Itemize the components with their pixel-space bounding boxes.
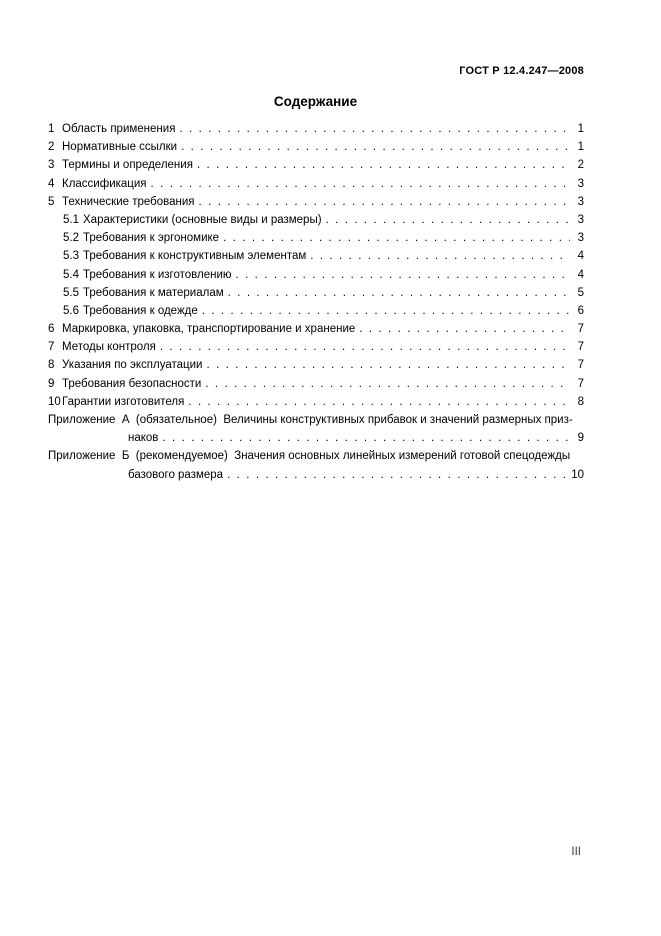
toc-entry-number: 5.6 [63, 304, 79, 317]
toc-entry [48, 175, 584, 193]
table-of-contents [48, 120, 584, 484]
toc-entry-page: 7 [577, 377, 584, 390]
appendix-entry [48, 411, 584, 447]
toc-entry-number: 5.5 [63, 286, 79, 299]
toc-entry-label: Термины и определения [62, 159, 193, 172]
toc-entry-number: 3 [48, 159, 55, 172]
toc-entry-page: 5 [577, 286, 584, 299]
dot-leader [223, 229, 570, 247]
dot-leader [160, 338, 570, 356]
toc-entry-page: 3 [577, 177, 584, 190]
toc-entry [48, 211, 584, 229]
toc-entry-label: Гарантии изготовителя [62, 395, 185, 408]
toc-entry-page: 8 [577, 395, 584, 408]
dot-leader [205, 375, 570, 393]
appendix-entry [48, 447, 584, 483]
toc-entry-label: Требования безопасности [62, 377, 202, 390]
toc-entry-number: 6 [48, 323, 55, 336]
toc-entry-number: 1 [48, 123, 55, 135]
toc-entry-label: Характеристики (основные виды и размеры) [83, 213, 322, 226]
toc-entry-page: 4 [577, 250, 584, 263]
page-title: Содержание [273, 94, 358, 109]
toc-entry-page: 3 [577, 232, 584, 245]
toc-entry [48, 320, 584, 338]
toc-entry [48, 120, 584, 138]
dot-leader [151, 175, 570, 193]
toc-entry-number: 8 [48, 359, 55, 372]
dot-leader [162, 429, 570, 447]
dot-leader [310, 247, 570, 265]
toc-entry-number: 5.4 [63, 268, 79, 281]
dot-leader [179, 120, 570, 138]
toc-entry-label: Область применения [62, 123, 176, 135]
toc-entry-label: Маркировка, упаковка, транспортирование и хранение [62, 323, 356, 336]
appendix-entry-line1: Приложение Б (рекомендуемое) Значения основных линейных измерений готовой спецодежды [48, 450, 571, 463]
toc-entry-number: 4 [48, 177, 55, 190]
toc-entry-label: Требования к конструктивным элементам [83, 250, 307, 263]
appendix-entry-continuation: базового размера [128, 468, 224, 481]
appendix-entry-continuation: наков [128, 432, 159, 445]
dot-leader [188, 393, 570, 411]
folio-page-number: III [571, 846, 581, 858]
toc-entry [48, 156, 584, 174]
dot-leader [181, 138, 570, 156]
toc-entry-page: 2 [577, 159, 584, 172]
toc-entry [48, 338, 584, 356]
toc-entry-number: 5 [48, 195, 55, 208]
toc-entry [48, 284, 584, 302]
toc-entry-page: 1 [577, 141, 584, 154]
toc-entry-label: Методы контроля [62, 341, 156, 354]
dot-leader [197, 156, 570, 174]
toc-entry [48, 393, 584, 411]
appendix-entry-line1: Приложение А (обязательное) Величины конструктивных прибавок и значений размерных приз- [48, 414, 573, 426]
toc-entry-label: Требования к эргономике [83, 232, 220, 245]
toc-entry [48, 193, 584, 211]
dot-leader [202, 302, 570, 320]
dot-leader [227, 466, 568, 484]
toc-entry-label: Требования к одежде [83, 304, 198, 317]
toc-entry [48, 229, 584, 247]
toc-entry [48, 356, 584, 374]
toc-entry-label: Классификация [62, 177, 147, 190]
toc-entry-page: 7 [577, 323, 584, 336]
toc-entry-number: 5.3 [63, 250, 79, 263]
toc-entry-page: 7 [577, 359, 584, 372]
dot-leader [359, 320, 570, 338]
dot-leader [236, 266, 571, 284]
toc-entry-page: 4 [577, 268, 584, 281]
toc-entry-number: 5.1 [63, 213, 79, 226]
toc-entry [48, 302, 584, 320]
toc-entry-number: 2 [48, 141, 55, 154]
appendix-entry-page: 10 [571, 468, 584, 481]
appendix-entry-page: 9 [577, 432, 584, 445]
toc-entry-label: Нормативные ссылки [62, 141, 178, 154]
dot-leader [199, 193, 570, 211]
toc-entry-number: 7 [48, 341, 55, 354]
toc-entry-page: 3 [577, 195, 584, 208]
toc-entry [48, 375, 584, 393]
toc-entry-number: 5.2 [63, 232, 79, 245]
toc-entry [48, 266, 584, 284]
toc-entry-page: 1 [577, 123, 584, 135]
dot-leader [326, 211, 570, 229]
toc-entry-label: Технические требования [62, 195, 195, 208]
toc-entry-label: Требования к изготовлению [83, 268, 232, 281]
document-code: ГОСТ Р 12.4.247—2008 [459, 65, 584, 77]
toc-entry [48, 138, 584, 156]
toc-entry-number: 10 [48, 395, 61, 408]
toc-entry-label: Указания по эксплуатации [62, 359, 203, 372]
toc-entry [48, 247, 584, 265]
toc-entry-label: Требования к материалам [83, 286, 224, 299]
dot-leader [228, 284, 570, 302]
dot-leader [206, 356, 570, 374]
toc-entry-page: 6 [577, 304, 584, 317]
toc-entry-page: 3 [577, 213, 584, 226]
toc-entry-page: 7 [577, 341, 584, 354]
toc-entry-number: 9 [48, 377, 55, 390]
